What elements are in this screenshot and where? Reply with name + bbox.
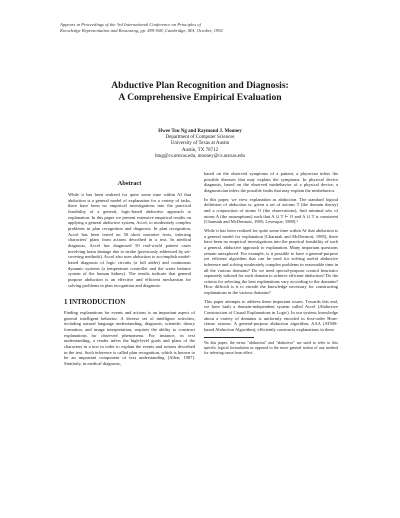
introduction-heading: 1 INTRODUCTION xyxy=(64,298,126,307)
proceedings-note-line1: Appears in Proceedings of the 3rd International Conference on Principles of xyxy=(60,22,201,27)
left-column xyxy=(64,180,195,370)
author-city: Austin, TX 78712 xyxy=(181,147,219,153)
footnote: ¹In this paper, the terms "abduction" and "abductive" are used to refer to this specific logical formulation as opposed to the more general notion of any method for inferring cause from effect. xyxy=(204,339,338,355)
paper-title xyxy=(40,80,360,103)
author-block xyxy=(80,129,320,160)
author-emails: htng@cs.utexas.edu, mooney@cs.utexas.edu xyxy=(154,153,246,159)
author-university: University of Texas at Austin xyxy=(170,141,230,147)
right-paragraph-4: This paper attempts to address these important issues. Towards this end, we have built a domain-independent system called Accel (Abductive Construction of Causal Explanations in Logic). In our system, knowledge about a variety of domains is uniformly encoded in first-order Horn-clause axioms. A general-purpose abduction algorithm, AAA (ATMS-based Abduction Algorithm), efficiently constructs explanations in these xyxy=(204,298,338,333)
author-department: Department of Computer Sciences xyxy=(165,135,235,141)
footnote-divider xyxy=(204,337,254,338)
abstract-text: While it has been realized for quite some time within AI that abduction is a general model of explanation for a variety of tasks, there have been no empirical investigations into the practical feasibility of a general, logic-based abductive approach to explanation. In this paper we present extensive empirical results on applying a general abductive system, Accel, to moderately complex problems in plan recognition and diagnosis. In plan recognition, Accel has been tested on 50 short narrative texts, inferring characters' plans from actions described in a text. In medical diagnosis, Accel has diagnosed 50 real-world patient cases involving brain damage due to stroke (previously addressed by set-covering methods). Accel also uses abduction to accomplish model-based diagnosis of logic circuits (a full adder) and continuous dynamic systems (a temperature controller and the water balance system of the human kidney). The results indicate that general purpose abduction is an effective and efficient mechanism for solving problems in plan recognition and diagnosis. xyxy=(68,192,191,288)
introduction-paragraph-1: Finding explanations for events and actions is an important aspect of general intelligent behavior. A diverse set of intelligent activities, including natural language understanding, diagnosis, scientific theory formation, and image interpretation, requires the ability to construct explanations for observed phenomena. For instance, in text understanding, a reader infers the high-level goals and plans of the characters in a text in order to explain the events and actions described in the text. Such inference is called plan recognition, which is known to be an important component of text understanding [Allen, 1987]. Similarly, in medical diagnosis, xyxy=(64,310,195,367)
paper-title-line2: A Comprehensive Empirical Evaluation xyxy=(118,91,282,103)
proceedings-note xyxy=(60,22,360,34)
right-paragraph-2: In this paper, we view explanation as abduction. The standard logical definition of abduction is: given a set of axioms T (the domain theory) and a conjunction of atoms O (the observations), find minimal sets of atoms A (the assumptions) such that A ∪ T ⊢ O and A ∪ T is consistent [Charniak and McDermott, 1985; Levesque, 1989].¹ xyxy=(204,196,338,225)
right-paragraph-1: based on the observed symptoms of a patient, a physician infers the possible diseases that may explain the symptoms. In physical device diagnosis, based on the observed misbehavior of a physical device, a diagnostician infers the possible faults that may explain the misbehavior. xyxy=(204,171,338,193)
paper-title-line1: Abductive Plan Recognition and Diagnosis: xyxy=(111,80,289,91)
proceedings-note-line2: Knowledge Representation and Reasoning, pp. 499-508, Cambridge, MA, October, 1992 xyxy=(60,27,223,33)
introduction-paragraph xyxy=(64,310,195,367)
abstract-heading: Abstract xyxy=(117,180,142,187)
right-column xyxy=(204,171,338,355)
author-names: Hwee Tou Ng and Raymond J. Mooney xyxy=(158,129,242,134)
right-paragraph-3: While it has been realized for quite some time within AI that abduction is a general model for explanation [Charniak and McDermott, 1985], there have been no empirical investigations into the practical feasibility of such a general, abductive approach to explanation. Many important questions remain unexplored. For example, is it possible to have a general-purpose yet efficient algorithm that can be used for solving useful abductive inference and solving moderately complex problems in reasonable time in all the various domains? Do we need special-purpose control heuristics separately tailored for each domain to achieve efficient abduction? Do the criteria for selecting the best explanations vary according to the domains? How difficult is it to encode the knowledge necessary for constructing explanations in the various domains? xyxy=(204,227,338,296)
